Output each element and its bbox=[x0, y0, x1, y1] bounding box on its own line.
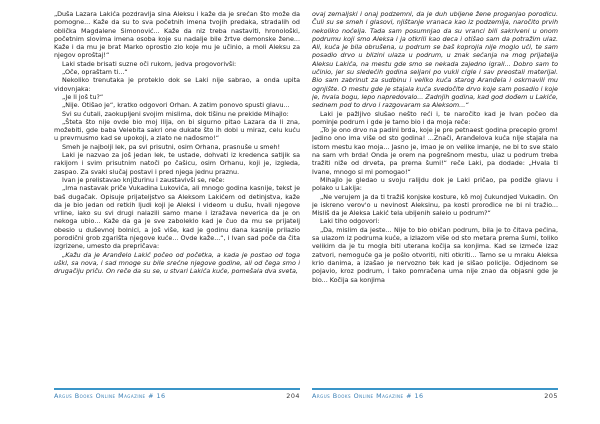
paragraph: „Oče, opraštam ti...“ bbox=[62, 68, 128, 77]
right-page bbox=[312, 10, 558, 400]
paragraph: Laki je pažljivo slušao nešto reći i, te naročito kad je Ivan počeo da pominje podrum i gde je tamo bio i da moja reče: bbox=[312, 109, 558, 126]
paragraph: „Šteta što nije ovde bio moj Ilija, on bi sigurno pitao Lazara da li zna, možebiti, gde baba Velebita sakri one dukate što ih dobi u miraz, celu kuću u prevrnusmo kad se upokoji, a zlato ne nađosmo!“ bbox=[54, 117, 300, 143]
paragraph: Mihajlo je gledao u svoju ralijdu dok je Laki pričao, pa podiže glavu i polako u Lakija: bbox=[312, 175, 558, 193]
magazine-title: Argus Books Online Magazine # 16 bbox=[54, 392, 166, 400]
paragraph: „Nije. Otišao je“, kratko odgovori Orhan. A zatim ponovo spusti glavu... bbox=[62, 101, 290, 110]
page-number: 204 bbox=[286, 392, 300, 400]
paragraph: Ivan je prelistavao knjižurinu i zaustavivši se, reče: bbox=[62, 175, 225, 184]
paragraph: „Ima nastavak priče Vukadina Lukovića, ali mnogo godina kasnije, tekst je baš dugačak. Opisuje prijateljstvo sa Aleksom Lakićem od detinjstva, kaže da je bio jedan od retkih ljudi koji je Aleksi i videom u dušu, hvali njegove vrline, iako su svi drugi nalazili samo mane i izražava neverica da je on nekoga ubio... Kaže da ga je sve zaboleklo kad je čuo da mu se prijatelj obesio u duševnoj bolnici, a još više, kad je godinu dana kasnije prilazio porodični grob zgarišta njegove kuće... Ovde kaže...“, i Ivan sad poče da čita izgrizene, umesto da prepričava: bbox=[54, 184, 300, 251]
right-page-body bbox=[312, 10, 558, 384]
right-footer bbox=[312, 392, 558, 402]
page-number: 205 bbox=[544, 392, 558, 400]
left-page-body bbox=[54, 10, 300, 384]
magazine-title: Argus Books Online Magazine # 16 bbox=[312, 392, 424, 400]
paragraph: „Ne verujem ja da ti tražiš konjske kosture, kô moj čukundjed Vukadin. On je iskreno verov'o u nevinost Aleksinu, pa kosti prorođice ne bi ni tražio... Misliš da je Aleksa Lakić tela ubijenih saleio u podrum?“ bbox=[312, 192, 558, 218]
left-footer bbox=[54, 392, 300, 402]
paragraph: Laki je nazvao za još jedan lek, te ustade, dohvati iz kredenca satljik sa rakijom i svim prisutnim natoči po čašicu, osim Orhanu, koji je, izgleda, zaspao. Za svaki slučaj postavi i pred njega jednu praznu. bbox=[54, 151, 300, 176]
paragraph: „Kažu da je Aranđelo Lakić počeo od početka, a kada je postao od toga uškl, sa nova, i sad mnoge su bile srećne njegove godine, ali od čega smo i drugačiju priču. On reče da su se, u stvari Lakića kuće, pomešala dva sveta, bbox=[54, 250, 300, 276]
paragraph: Svi su ćutali, zaokupljeni svojim mislima, dok tišinu ne prekide Mihajlo: bbox=[62, 109, 289, 118]
paragraph: „Duša Lazara Lakića pozdravlja sina Aleksu i kaže da je srećan što može da pomogne... Kaže da su to sva početnih imena tvojih predaka, stradalih od oblička Magdalene Simonović... Kaže da niz treba nastaviti, hronološki, početnim slovima imena osoba koje su nadalje bile žrtve demonske žene... Kaže i da mu je brat Marko oprostio zlo koje mu je učinio, a moli Aleksu za njegov oproštaj!“ bbox=[54, 10, 300, 60]
right-footer-rule bbox=[312, 388, 558, 390]
left-page bbox=[54, 10, 300, 400]
paragraph: ovaj zemaljski i onaj podzemni, da je duh ubijene žene proganjao porodicu. Čuli su se smeh i glasovi, njištanje vranaca kao iz podzemlja, naročito prvih nekoliko noćelja. Tada sam posumnjao da su vranci bili sakriveni u onom podrumu koji smo Aleksa i ja otkrili kao deca i otišao sam da potražim ulaz. Ali, kuća je bila obrušena, u podrum se baš koprojia nije moglo ući, te sam posadio drvo u blizini ulaza u podrum, u znak sećanja na mog prijatelja Aleksu Lakića, na mestu gde smo se nekada zajedno igrali... Dobro sam to učinio, jer su sledećih godina seljani po vukli cigle i sav preostali materijal. Bio sam zabrinut za sudbinu i veliko kuća starog Aranđela i oskrnavili mu ognjište. O mestu gde je stajala kuća svedočite drvo koje sam posadio i koje je, hvala bogu, lepo napredovalo... Zadnjih godina, kad god dođem u Lakiće, sednem pod to drvo i razgovaram sa Aleksom...“ bbox=[312, 10, 558, 110]
paragraph: Laki tiho odgovori: bbox=[320, 217, 380, 226]
paragraph: „To je ono drvo na padini brda, koje je pre petnaest godina precepio grom! Jedino ono ima više od sto godina! ...Znači, Aranđelova kuća nije stajala na istom mestu kao moja... Jasno je, imao je on velike imanje, ne bi to sve stalo na sam vrh brda! Onda je orem na pogrešnom mestu, ulaz u podrum treba tražiti niže od drveta, pa prema šumi!“ reče Laki, pa dodade: „Hvala ti Ivane, mnogo si mi pomogao!“ bbox=[312, 126, 558, 176]
paragraph: Smeh je najbolji lek, pa svi prisutni, osim Orhana, prasnuše u smeh! bbox=[62, 142, 281, 151]
paragraph: „Je li još tu?“ bbox=[62, 92, 104, 101]
paragraph: Laki stade brisati suzne oči rukom, jedva progovorivši: bbox=[62, 59, 237, 68]
paragraph: Nekoliko trenutaka je proteklo dok se Laki nije sabrao, a onda upita vidovnjaka: bbox=[54, 76, 300, 93]
left-footer-rule bbox=[54, 388, 300, 390]
paragraph: „Da, mislim da jeste... Nije to bio običan podrum, bila je to čitava pećina, sa ulazom iz podruma kuće, a izlazom više od sto metara prema šumi, toliko velikim da je tu mogla biti uterana kočija sa konjima. Kad se izmeće izaz zatvori, nemoguće ga je pošlo otvoriti, niti otkriti... Tamo se u mraku Aleksa krio danima, a izašao je nervozno tek kad je sišao policije. Odjednom se pojavio, kroz podrum, i tako pomračena uma nije znao da objasni gde je bio... Kočija sa konjima bbox=[312, 225, 558, 284]
